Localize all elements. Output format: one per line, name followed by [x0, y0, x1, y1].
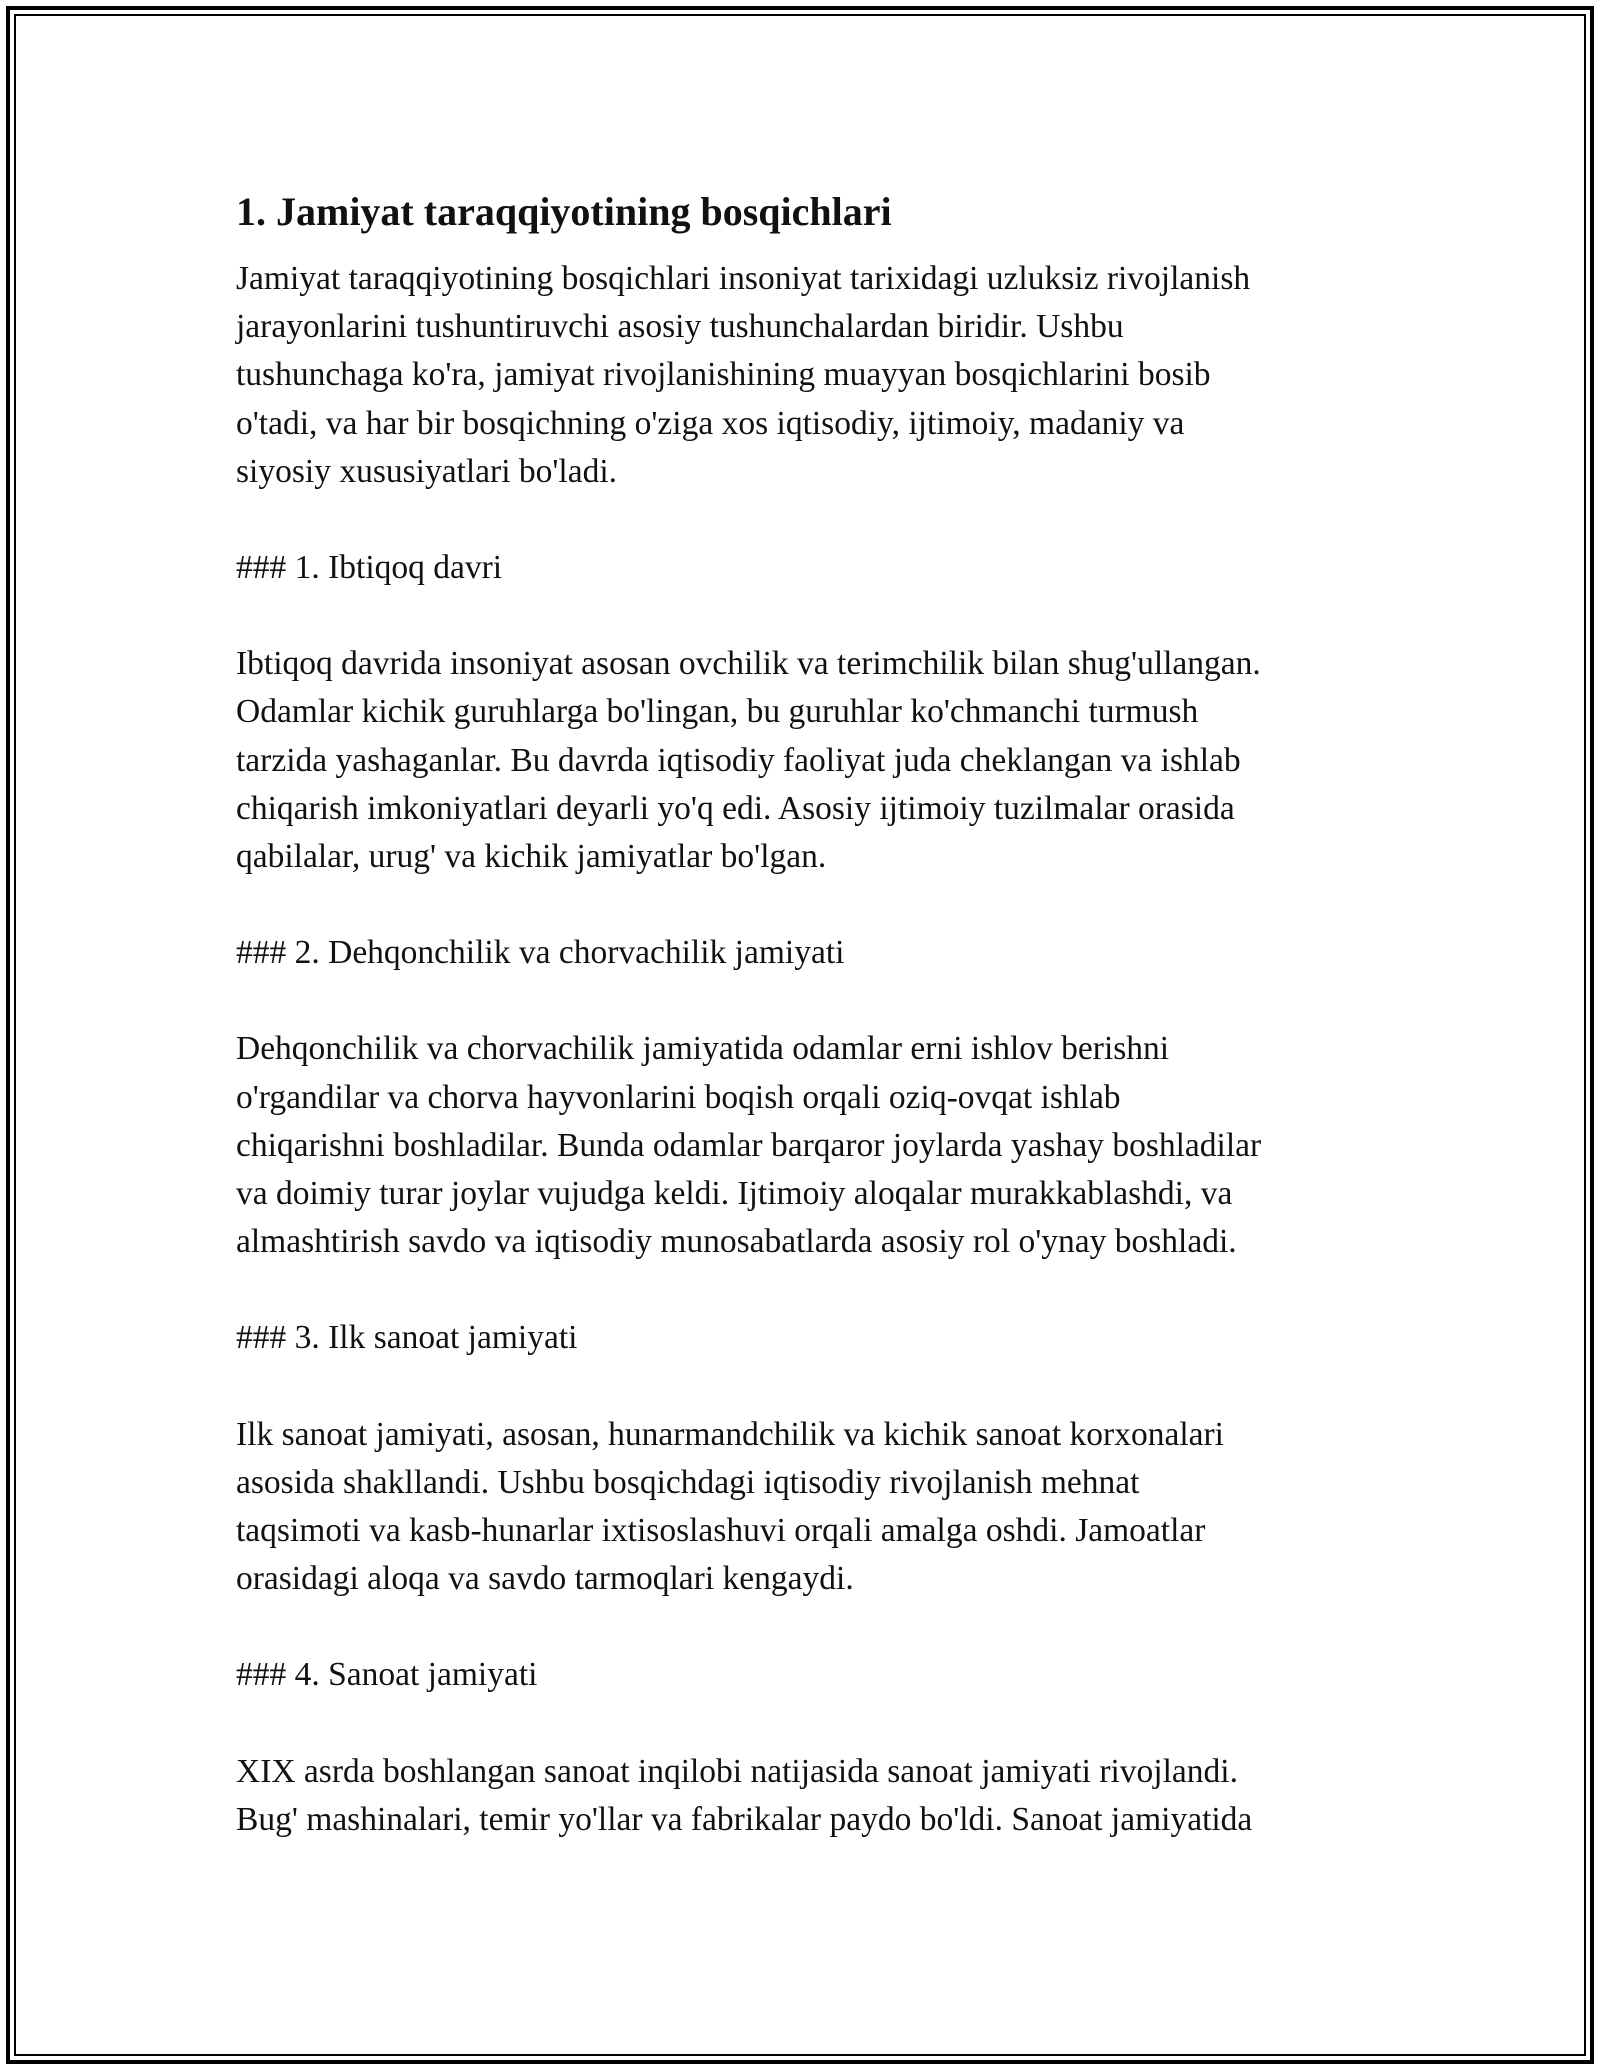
document-title: 1. Jamiyat taraqqiyotining bosqichlari	[236, 189, 892, 234]
section-3	[236, 1314, 1376, 1603]
section-heading: ### 4. Sanoat jamiyati	[236, 1656, 538, 1694]
section-2	[236, 929, 1376, 1266]
document-page	[236, 184, 1376, 1844]
section-heading: ### 3. Ilk sanoat jamiyati	[236, 1319, 578, 1357]
section-body: Ilk sanoat jamiyati, asosan, hunarmandchilik va kichik sanoat korxonalari asosida shakllandi. Ushbu bosqichdagi iqtisodiy rivojlanish mehnat taqsimoti va kasb-hunarlar ixtisoslashuvi orqali amalga oshdi. Jamoatlar orasidagi aloqa va savdo tarmoqlari kengaydi.	[236, 1415, 1224, 1598]
section-heading: ### 2. Dehqonchilik va chorvachilik jamiyati	[236, 934, 845, 972]
section-1	[236, 544, 1376, 881]
section-4	[236, 1651, 1376, 1844]
section-body: Dehqonchilik va chorvachilik jamiyatida odamlar erni ishlov berishni o'rgandilar va chorva hayvonlarini boqish orqali oziq-ovqat ishlab chiqarishni boshladilar. Bunda odamlar barqaror joylarda yashay boshladilar va doimiy turar joylar vujudga keldi. Ijtimoiy aloqalar murakkablashdi, va almashtirish savdo va iqtisodiy munosabatlarda asosiy rol o'ynay boshladi.	[236, 1030, 1262, 1261]
section-body: XIX asrda boshlangan sanoat inqilobi natijasida sanoat jamiyati rivojlandi. Bug' mashinalari, temir yo'llar va fabrikalar paydo bo'ldi. Sanoat jamiyatida	[236, 1752, 1253, 1838]
section-heading: ### 1. Ibtiqoq davri	[236, 549, 503, 587]
intro-paragraph: Jamiyat taraqqiyotining bosqichlari insoniyat tarixidagi uzluksiz rivojlanish jarayonlarini tushuntiruvchi asosiy tushunchalardan biridir. Ushbu tushunchaga ko'ra, jamiyat rivojlanishining muayyan bosqichlarini bosib o'tadi, va har bir bosqichning o'ziga xos iqtisodiy, ijtimoiy, madaniy va siyosiy xususiyatlari bo'ladi.	[236, 260, 1251, 490]
section-body: Ibtiqoq davrida insoniyat asosan ovchilik va terimchilik bilan shug'ullangan. Odamlar kichik guruhlarga bo'lingan, bu guruhlar ko'chmanchi turmush tarzida yashaganlar. Bu davrda iqtisodiy faoliyat juda cheklangan va ishlab chiqarish imkoniyatlari deyarli yo'q edi. Asosiy ijtimoiy tuzilmalar orasida qabilalar, urug' va kichik jamiyatlar bo'lgan.	[236, 645, 1261, 876]
